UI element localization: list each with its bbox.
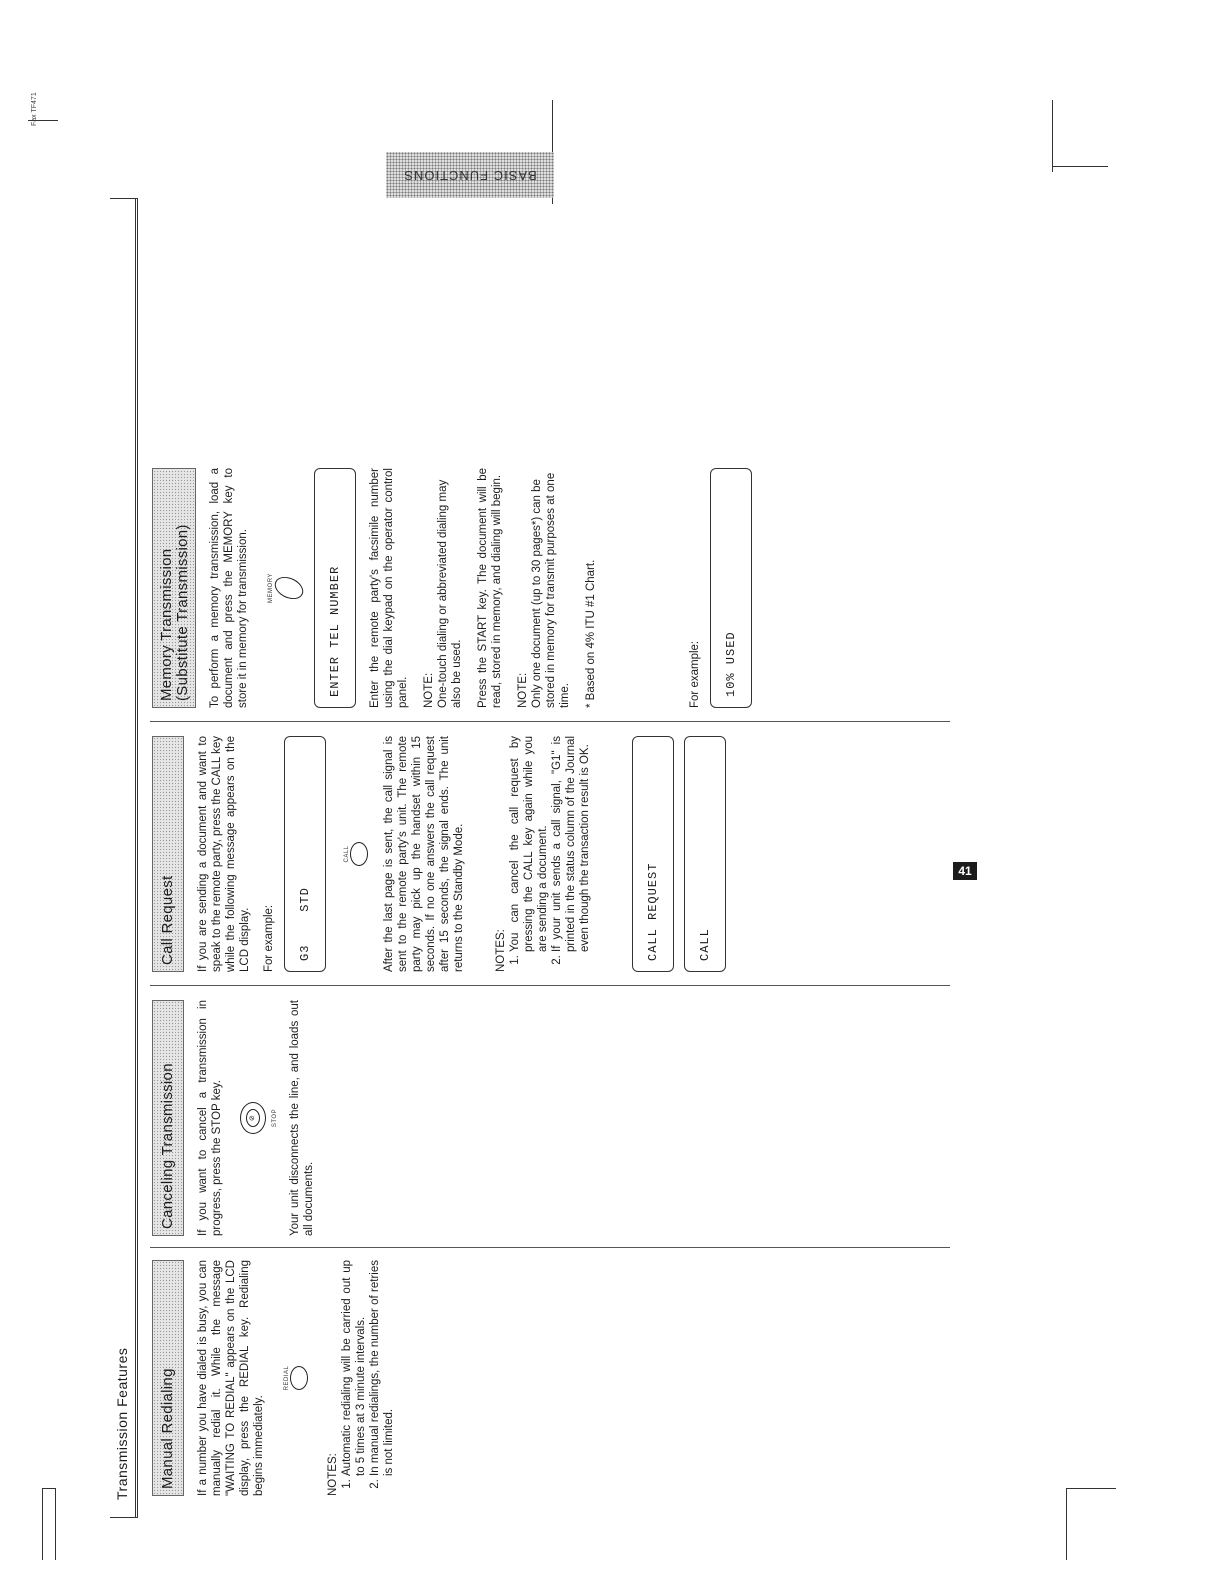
lcd-display-call: CALL bbox=[684, 736, 726, 972]
lcd-display-enter-tel-number: ENTER TEL NUMBER bbox=[314, 468, 356, 708]
manual-redialing-notes bbox=[340, 1260, 396, 1496]
crop-mark bbox=[42, 1488, 43, 1560]
call-request-body-2: After the last page is sent, the call signal is sent to the remote party's unit. The remote party may pick up the handset within 15 seconds. If no one answers the call request after 15 seconds, the signal ends. The unit returns to the Standby Mode. bbox=[383, 736, 465, 972]
crop-mark bbox=[1052, 166, 1108, 167]
cancel-body-2: Your unit disconnects the line, and loads out all documents. bbox=[289, 1000, 315, 1236]
lcd-display-memory-used: 10% USED bbox=[710, 468, 752, 708]
header-rule bbox=[135, 198, 136, 1518]
lcd-display-g3-std: G3 STD bbox=[284, 736, 326, 972]
memory-body-1: To perform a memory transmission, load a document and press the MEMORY key to store it in memory for transmission. bbox=[209, 468, 249, 708]
memory-body-3: Press the START key. The document will be read, stored in memory, and dialing will begin. bbox=[477, 468, 503, 708]
memory-body-2: Enter the remote party's facsimile number using the dial keypad on the operator control panel. bbox=[369, 468, 409, 708]
column-divider bbox=[150, 721, 950, 722]
memory-example-label: For example: bbox=[689, 640, 701, 708]
cancel-body-1: If you want to cancel a transmission in progress, press the STOP key. bbox=[197, 1000, 223, 1236]
note-item: 1. You can cancel the call request by pressing the CALL key again while you are sending a document. bbox=[508, 736, 550, 952]
column-divider bbox=[150, 985, 950, 986]
manual-redialing-notes-heading: NOTES: bbox=[327, 1453, 339, 1496]
section-title-call-request: Call Request bbox=[152, 736, 184, 972]
call-request-notes bbox=[508, 736, 592, 972]
section-title-canceling-transmission: Canceling Transmission bbox=[152, 1000, 184, 1236]
memory-key bbox=[264, 468, 306, 708]
page-number: 41 bbox=[953, 862, 977, 880]
canceling-transmission-section bbox=[152, 1000, 316, 1236]
memory-footnote: * Based on 4% ITU #1 Chart. bbox=[585, 559, 597, 708]
content-sheet bbox=[110, 198, 1000, 1518]
header-rule-2 bbox=[137, 198, 138, 1518]
section-title-manual-redialing: Manual Redialing bbox=[152, 1260, 184, 1496]
memory-title-line-1: Memory Transmission bbox=[158, 548, 175, 701]
header-right-edge bbox=[110, 198, 137, 199]
memory-title-line-2: (Substitute Transmission) bbox=[174, 524, 191, 701]
note-item: 2. If your unit sends a call signal, "G1" is printed in the status column of the Journal even though the transaction result is OK. bbox=[550, 736, 592, 952]
note-item: 2. In manual redialings, the number of retries is not limited. bbox=[368, 1260, 396, 1476]
redial-key bbox=[280, 1260, 310, 1496]
redial-key-icon bbox=[290, 1366, 308, 1390]
page-header-title: Transmission Features bbox=[114, 1347, 130, 1500]
header-left-edge bbox=[110, 1517, 137, 1518]
memory-note-1-heading: NOTE: bbox=[423, 672, 435, 708]
crop-mark bbox=[1066, 1488, 1116, 1489]
manual-redialing-body: If a number you have dialed is busy, you can manually redial it. While the message "WAITING TO REDIAL" appears on the LCD display, press the REDIAL key. Redialing begins immediately. bbox=[197, 1260, 265, 1496]
basic-functions-tab: BASIC FUNCTIONS bbox=[386, 152, 554, 198]
memory-note-2-heading: NOTE: bbox=[517, 672, 529, 708]
call-request-notes-heading: NOTES: bbox=[495, 929, 507, 972]
call-request-section bbox=[152, 736, 726, 972]
crop-mark bbox=[1052, 100, 1053, 172]
stop-key-icon: ⊘ bbox=[240, 1102, 266, 1134]
call-key-icon bbox=[350, 842, 368, 866]
column-divider bbox=[150, 1247, 950, 1248]
memory-note-2: Only one document (up to 30 pages*) can be stored in memory for transmit purposes at one time. bbox=[531, 472, 571, 708]
crop-mark bbox=[42, 1488, 56, 1489]
memory-key-icon bbox=[271, 573, 307, 604]
call-key bbox=[340, 736, 370, 972]
memory-transmission-section bbox=[152, 468, 752, 708]
section-title-memory-transmission bbox=[152, 468, 196, 708]
margin-code: Fax TF471 bbox=[31, 92, 38, 126]
lcd-display-call-request: CALL REQUEST bbox=[632, 736, 674, 972]
call-request-example-label: For example: bbox=[263, 904, 275, 972]
manual-redialing-section bbox=[152, 1260, 396, 1496]
redial-key-label: REDIAL bbox=[284, 1365, 290, 1391]
note-item: 1. Automatic redialing will be carried out up to 5 times at 3 minute intervals. bbox=[340, 1260, 368, 1476]
memory-note-1: One-touch dialing or abbreviated dialing may also be used. bbox=[437, 479, 463, 708]
call-key-label: CALL bbox=[344, 845, 350, 863]
stop-key bbox=[238, 1000, 276, 1236]
stop-key-label: STOP bbox=[272, 1108, 278, 1128]
crop-mark bbox=[55, 1488, 56, 1560]
memory-key-label: MEMORY bbox=[268, 573, 274, 603]
call-request-body-1: If you are sending a document and want to speak to the remote party, press the CALL key while the following message appears on the LCD display. bbox=[197, 736, 251, 972]
crop-mark bbox=[1066, 1488, 1067, 1560]
